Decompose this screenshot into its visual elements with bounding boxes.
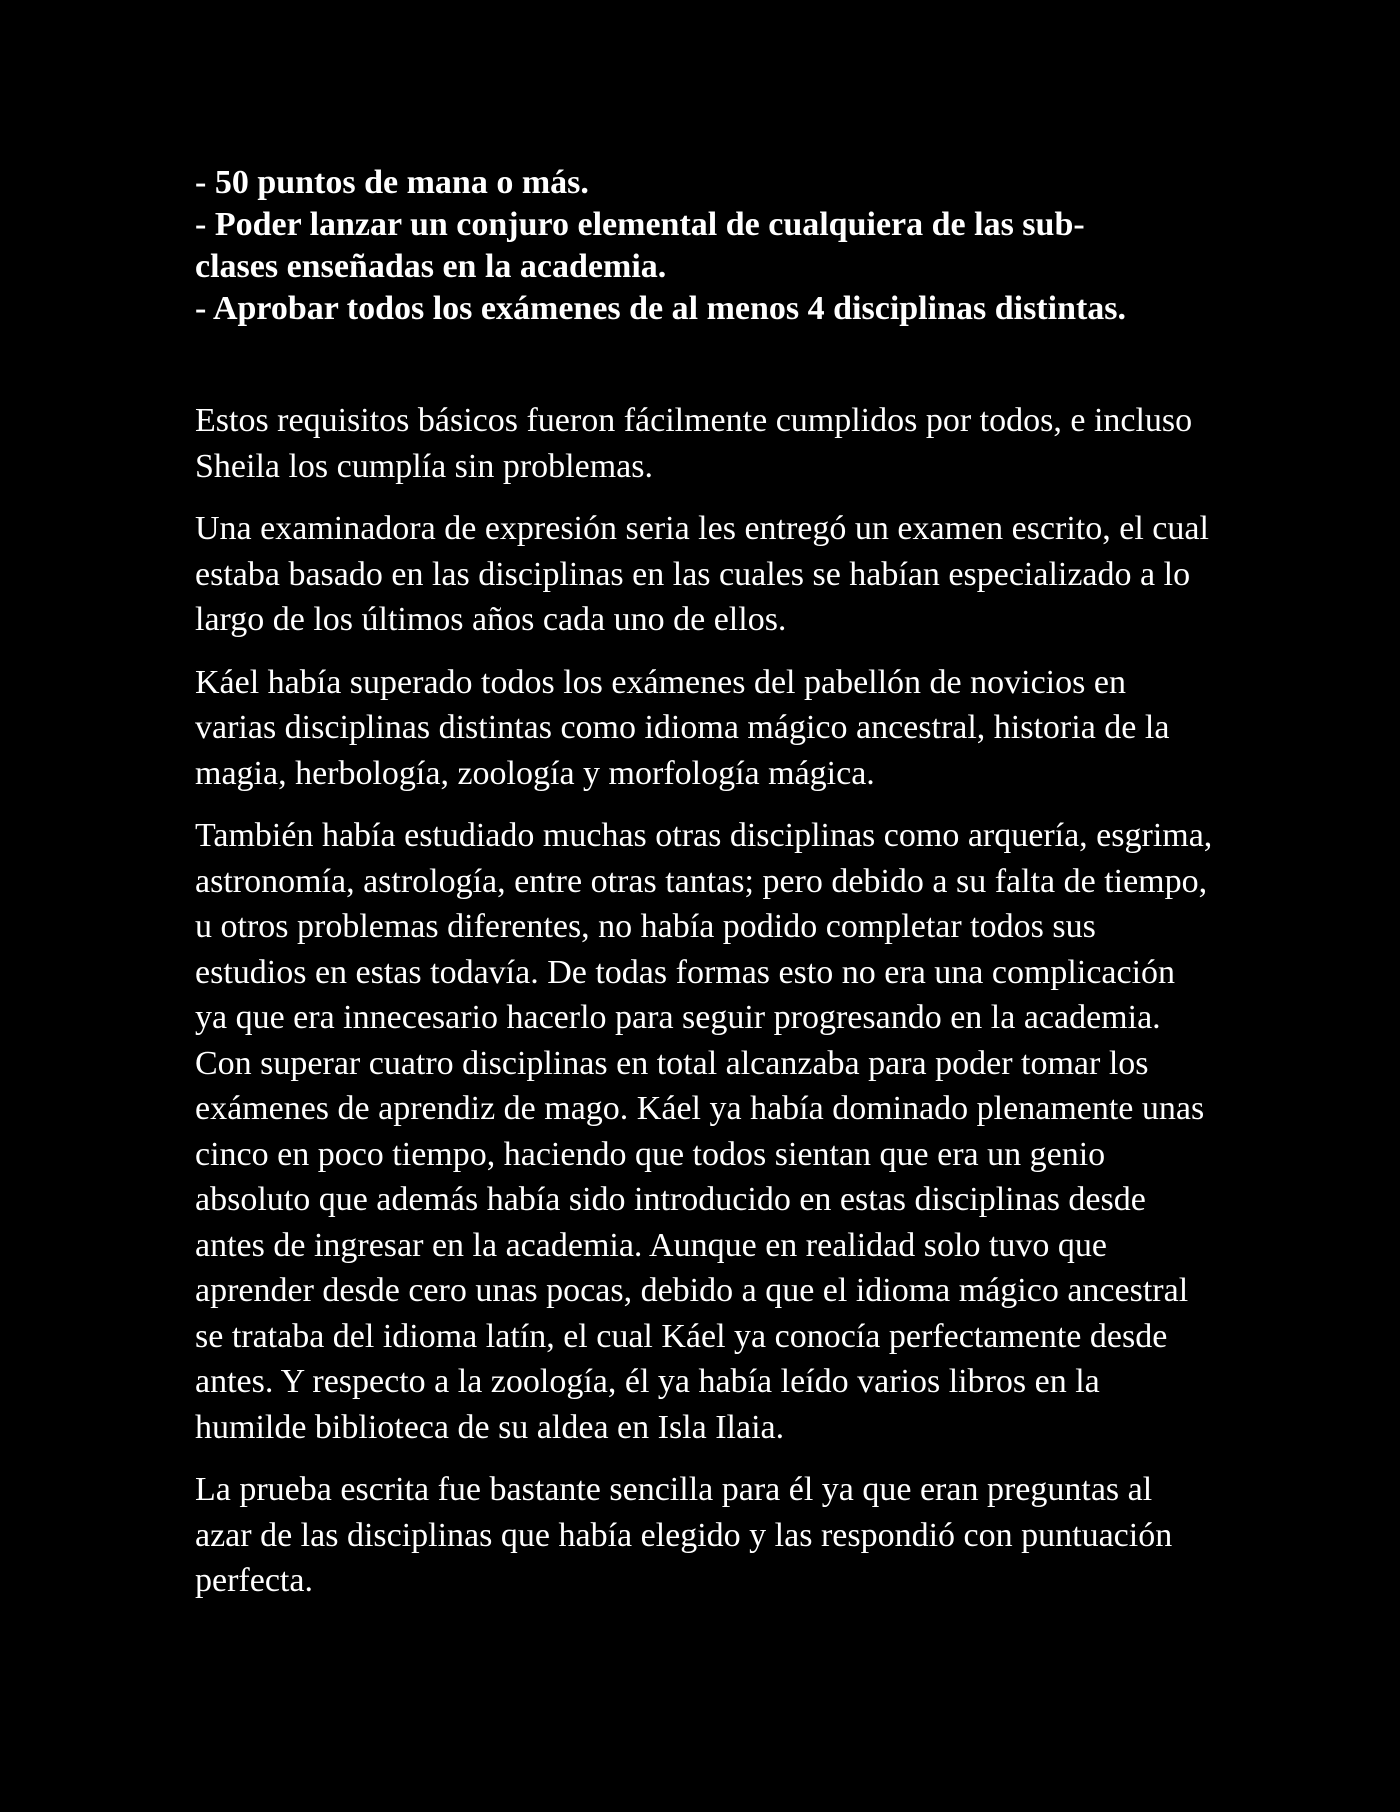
paragraph: Estos requisitos básicos fueron fácilmente cumplidos por todos, e incluso Sheila los cumplía sin problemas. xyxy=(195,402,1193,485)
requirements-list xyxy=(195,162,1215,330)
document-page xyxy=(195,162,1215,1621)
paragraph: Una examinadora de expresión seria les entregó un examen escrito, el cual estaba basado en las disciplinas en las cuales se habían especializado a lo largo de los últimos años cada uno de ellos. xyxy=(195,510,1209,638)
requirement-item: - Aprobar todos los exámenes de al menos 4 disciplinas distintas. xyxy=(195,290,1127,327)
requirement-item: - 50 puntos de mana o más. xyxy=(195,164,589,201)
paragraph: Káel había superado todos los exámenes del pabellón de novicios en varias disciplinas distintas como idioma mágico ancestral, historia de la magia, herbología, zoología y morfología mágica. xyxy=(195,663,1170,792)
paragraph: La prueba escrita fue bastante sencilla para él ya que eran preguntas al azar de las disciplinas que había elegido y las respondió con puntuación perfecta. xyxy=(195,1471,1173,1599)
requirement-item: - Poder lanzar un conjuro elemental de cualquiera de las sub- clases enseñadas en la academia. xyxy=(195,206,1085,285)
body-text xyxy=(195,398,1215,1604)
paragraph: También había estudiado muchas otras disciplinas como arquería, esgrima, astronomía, astrología, entre otras tantas; pero debido a su falta de tiempo, u otros problemas diferentes, no había podido completar todos sus estudios en estas todavía. De todas formas esto no era una complicación ya que era innecesario hacerlo para seguir progresando en la academia. Con superar cuatro disciplinas en total alcanzaba para poder tomar los exámenes de aprendiz de mago. Káel ya había dominado plenamente unas cinco en poco tiempo, haciendo que todos sientan que era un genio absoluto que además había sido introducido en estas disciplinas desde antes de ingresar en la academia. Aunque en realidad solo tuvo que aprender desde cero unas pocas, debido a que el idioma mágico ancestral se trataba del idioma latín, el cual Káel ya conocía perfectamente desde antes. Y respecto a la zoología, él ya había leído varios libros en la humilde biblioteca de su aldea en Isla Ilaia. xyxy=(195,817,1213,1446)
